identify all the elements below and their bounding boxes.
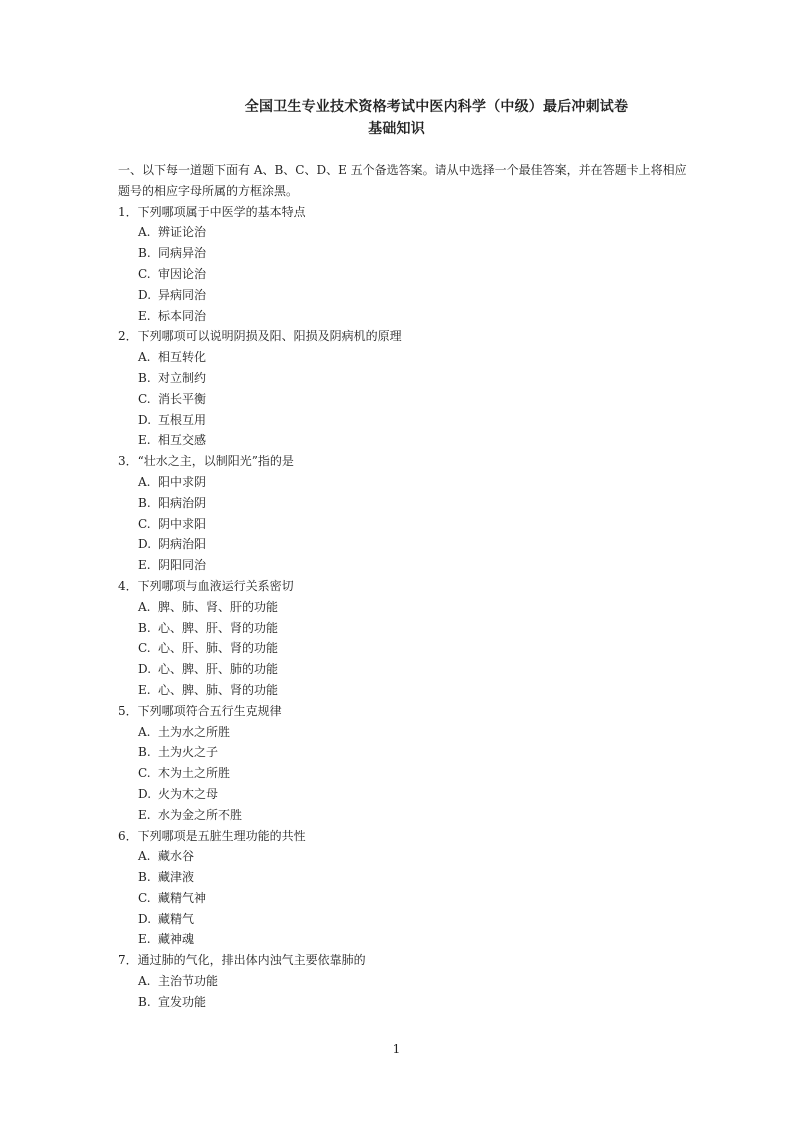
question-text: 下列哪项是五脏生理功能的共性 xyxy=(137,828,306,843)
option-text: 阳中求阴 xyxy=(158,474,207,489)
option-label: C. xyxy=(138,641,151,656)
option-label: B. xyxy=(138,620,151,635)
document-title: 全国卫生专业技术资格考试中医内科学（中级）最后冲刺试卷 xyxy=(244,99,629,115)
question-number: 7． xyxy=(118,953,138,968)
option-text: 辨证论治 xyxy=(158,225,207,240)
option-text: 异病同治 xyxy=(158,287,207,302)
option-label: E. xyxy=(138,558,151,573)
option-label: A. xyxy=(138,599,151,614)
option-label: A. xyxy=(138,225,151,240)
question-stem xyxy=(118,451,698,472)
question-number: 1． xyxy=(118,204,138,219)
option-label: E. xyxy=(138,807,151,822)
answer-option xyxy=(118,680,698,701)
option-label: D. xyxy=(138,412,152,427)
option-label: B. xyxy=(138,495,151,510)
option-text: 同病异治 xyxy=(158,246,207,261)
option-text: 主治节功能 xyxy=(158,974,219,989)
question-stem xyxy=(118,701,698,722)
option-label: A. xyxy=(138,849,151,864)
option-text: 标本同治 xyxy=(158,308,207,323)
answer-option xyxy=(118,597,698,618)
page-number: 1 xyxy=(392,1042,401,1056)
answer-option xyxy=(118,534,698,555)
option-text: 阴中求阳 xyxy=(158,516,207,531)
question-text: 通过肺的气化，排出体内浊气主要依靠肺的 xyxy=(137,953,366,968)
option-label: E. xyxy=(138,308,151,323)
answer-option xyxy=(118,909,698,930)
option-text: 心、脾、肝、肺的功能 xyxy=(158,662,279,677)
document-subtitle: 基础知识 xyxy=(368,121,425,137)
option-text: 藏精气神 xyxy=(158,890,207,905)
option-text: 审因论治 xyxy=(158,266,207,281)
option-text: 土为水之所胜 xyxy=(158,724,231,739)
answer-option xyxy=(118,472,698,493)
option-text: 脾、肺、肾、肝的功能 xyxy=(158,599,279,614)
answer-option xyxy=(118,742,698,763)
answer-option xyxy=(118,846,698,867)
question-item xyxy=(118,826,698,951)
option-label: D. xyxy=(138,786,152,801)
answer-option xyxy=(118,784,698,805)
option-label: A. xyxy=(138,724,151,739)
option-text: 对立制约 xyxy=(158,370,207,385)
option-text: 相互交感 xyxy=(158,433,207,448)
answer-option xyxy=(118,514,698,535)
option-label: C. xyxy=(138,391,151,406)
answer-option xyxy=(118,243,698,264)
option-text: 阳病治阴 xyxy=(158,495,207,510)
answer-option xyxy=(118,971,698,992)
option-text: 心、肝、肺、肾的功能 xyxy=(158,641,279,656)
option-label: C. xyxy=(138,266,151,281)
document-body xyxy=(118,160,698,1013)
question-text: 下列哪项属于中医学的基本特点 xyxy=(137,204,306,219)
option-text: 心、脾、肺、肾的功能 xyxy=(158,682,279,697)
option-label: D. xyxy=(138,662,152,677)
answer-option xyxy=(118,347,698,368)
question-stem xyxy=(118,826,698,847)
option-label: B. xyxy=(138,745,151,760)
answer-option xyxy=(118,389,698,410)
answer-option xyxy=(118,555,698,576)
question-number: 6． xyxy=(118,828,138,843)
option-text: 相互转化 xyxy=(158,350,207,365)
option-text: 水为金之所不胜 xyxy=(158,807,243,822)
question-text: 下列哪项与血液运行关系密切 xyxy=(137,578,294,593)
option-label: E. xyxy=(138,932,151,947)
answer-option xyxy=(118,410,698,431)
option-label: B. xyxy=(138,994,151,1009)
option-text: 土为火之子 xyxy=(158,745,219,760)
question-stem xyxy=(118,950,698,971)
question-item xyxy=(118,326,698,451)
option-label: C. xyxy=(138,890,151,905)
question-item xyxy=(118,202,698,327)
option-label: A. xyxy=(138,974,151,989)
question-item xyxy=(118,576,698,701)
answer-option xyxy=(118,285,698,306)
question-item xyxy=(118,451,698,576)
question-number: 3． xyxy=(118,454,138,469)
question-stem xyxy=(118,202,698,223)
option-text: 心、脾、肝、肾的功能 xyxy=(158,620,279,635)
question-number: 2． xyxy=(118,329,138,344)
answer-option xyxy=(118,618,698,639)
option-text: 消长平衡 xyxy=(158,391,207,406)
answer-option xyxy=(118,992,698,1013)
question-number: 4． xyxy=(118,578,138,593)
option-text: 藏水谷 xyxy=(158,849,195,864)
answer-option xyxy=(118,638,698,659)
option-label: E. xyxy=(138,433,151,448)
option-label: B. xyxy=(138,246,151,261)
question-item xyxy=(118,950,698,1012)
answer-option xyxy=(118,722,698,743)
option-label: C. xyxy=(138,766,151,781)
question-number: 5． xyxy=(118,703,138,718)
option-label: D. xyxy=(138,911,152,926)
option-text: 藏精气 xyxy=(158,911,195,926)
answer-option xyxy=(118,264,698,285)
answer-option xyxy=(118,888,698,909)
option-label: D. xyxy=(138,537,152,552)
option-label: E. xyxy=(138,682,151,697)
option-text: 阴阳同治 xyxy=(158,558,207,573)
option-text: 藏神魂 xyxy=(158,932,195,947)
option-label: A. xyxy=(138,350,151,365)
answer-option xyxy=(118,306,698,327)
question-list xyxy=(118,202,698,1013)
question-text: “壮水之主，以制阳光”指的是 xyxy=(137,454,294,469)
option-text: 藏津液 xyxy=(158,870,195,885)
option-label: B. xyxy=(138,370,151,385)
option-text: 木为土之所胜 xyxy=(158,766,231,781)
question-item xyxy=(118,701,698,826)
answer-option xyxy=(118,867,698,888)
answer-option xyxy=(118,222,698,243)
option-label: B. xyxy=(138,870,151,885)
question-text: 下列哪项符合五行生克规律 xyxy=(137,703,282,718)
question-stem xyxy=(118,326,698,347)
answer-option xyxy=(118,805,698,826)
option-label: D. xyxy=(138,287,152,302)
option-label: A. xyxy=(138,474,151,489)
answer-option xyxy=(118,929,698,950)
answer-option xyxy=(118,659,698,680)
answer-option xyxy=(118,430,698,451)
answer-option xyxy=(118,763,698,784)
answer-option xyxy=(118,493,698,514)
option-text: 阴病治阳 xyxy=(158,537,207,552)
answer-option xyxy=(118,368,698,389)
option-label: C. xyxy=(138,516,151,531)
instructions-paragraph: 一、以下每一道题下面有 A、B、C、D、E 五个备选答案。请从中选择一个最佳答案，并在答题卡上将相应题号的相应字母所属的方框涂黑。 xyxy=(118,163,687,198)
question-stem xyxy=(118,576,698,597)
option-text: 宣发功能 xyxy=(158,994,207,1009)
option-text: 火为木之母 xyxy=(158,786,219,801)
option-text: 互根互用 xyxy=(158,412,207,427)
question-text: 下列哪项可以说明阴损及阳、阳损及阴病机的原理 xyxy=(137,329,402,344)
